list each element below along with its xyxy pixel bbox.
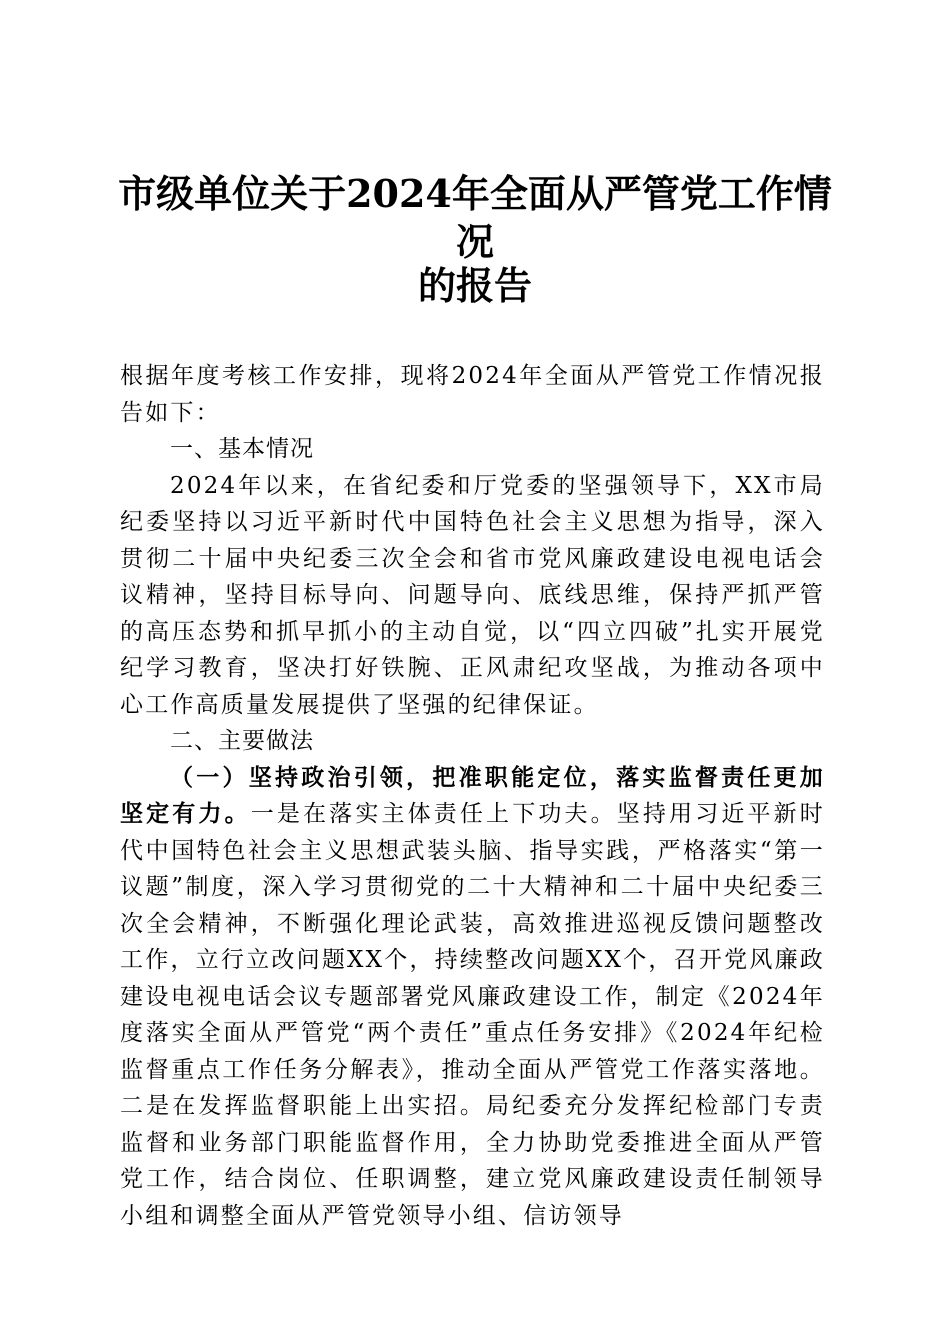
main-practices-paragraph	[120, 760, 825, 1235]
intro-paragraph: 根据年度考核工作安排，现将2024年全面从严管党工作情况报告如下：	[120, 363, 825, 426]
subsection-body-political-guidance: 一是在落实主体责任上下功夫。坚持用习近平新时代中国特色社会主义思想武装头脑、指导实践，严格落实“第一议题”制度，深入学习贯彻党的二十大精神和二十届中央纪委三次全会精神，不断强化理论武装，高效推进巡视反馈问题整改工作，立行立改问题XX个，持续整改问题XX个，召开党风廉政建设电视电话会议专题部署党风廉政建设工作，制定《2024年度落实全面从严管党“两个责任”重点任务安排》《2024年纪检监督重点工作任务分解表》，推动全面从严管党工作落实落地。二是在发挥监督职能上出实招。局纪委充分发挥纪检部门专责监督和业务部门职能监督作用，全力协助党委推进全面从严管党工作，结合岗位、任职调整，建立党风廉政建设责任制领导小组和调整全面从严管党领导小组、信访领导	[120, 801, 825, 1229]
document-title-line-1: 市级单位关于2024年全面从严管党工作情况	[118, 171, 832, 264]
section-heading-basic-situation: 一、基本情况	[170, 436, 314, 462]
subsection-heading-political-guidance: （一）坚持政治引领，把准职能定位，落实监督责任更加坚定有力。	[120, 763, 825, 827]
basic-situation-paragraph: 2024年以来，在省纪委和厅党委的坚强领导下，XX市局纪委坚持以习近平新时代中国特色社会主义思想为指导，深入贯彻二十届中央纪委三次全会和省市党风廉政建设电视电话会议精神，坚持目标导向、问题导向、底线思维，保持严抓严管的高压态势和抓早抓小的主动自觉，以“四立四破”扎实开展党纪学习教育，坚决打好铁腕、正风肃纪攻坚战，为推动各项中心工作高质量发展提供了坚强的纪律保证。	[120, 472, 825, 718]
document-body	[120, 358, 825, 1234]
document-title-line-2: 的报告	[417, 263, 532, 308]
section-heading-main-practices: 二、主要做法	[170, 728, 314, 754]
